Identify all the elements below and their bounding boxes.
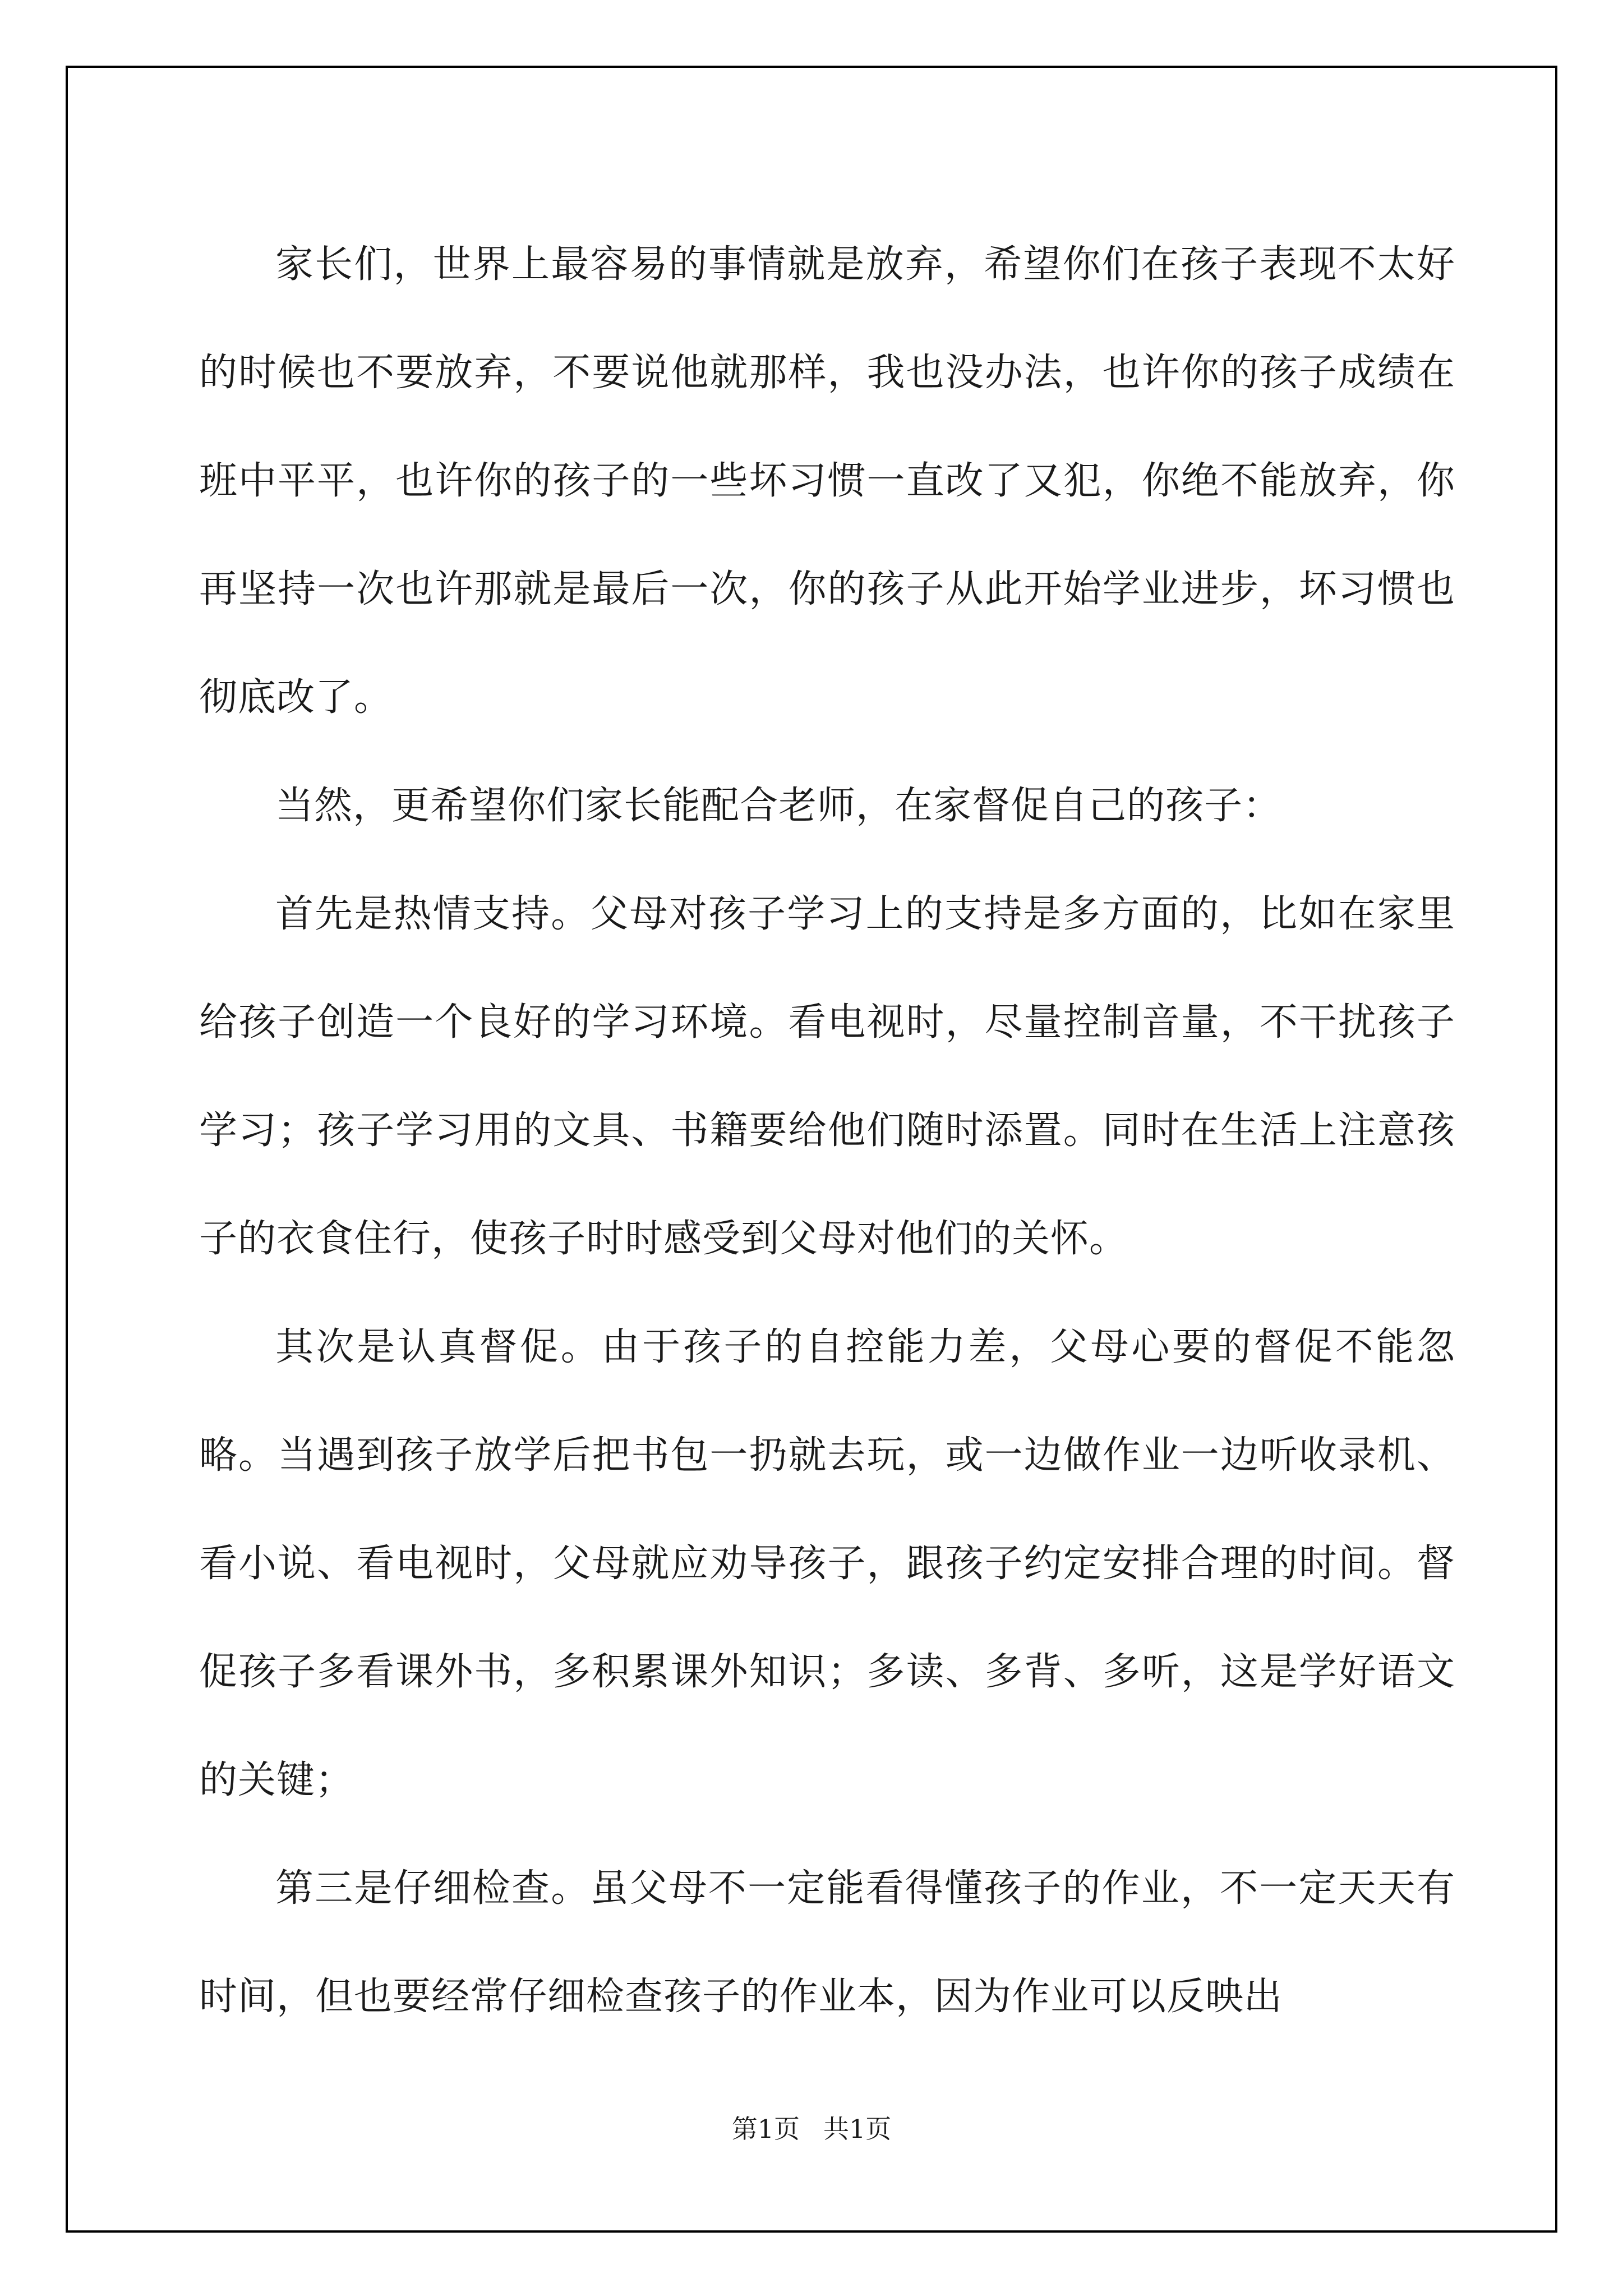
- paragraph: 第三是仔细检查。虽父母不一定能看得懂孩子的作业，不一定天天有时间，但也要经常仔细检查孩子的作业本，因为作业可以反映出: [199, 1866, 1455, 2019]
- paragraph: 家长们，世界上最容易的事情就是放弃，希望你们在孩子表现不太好的时候也不要放弃，不要说他就那样，我也没办法，也许你的孩子成绩在班中平平，也许你的孩子的一些坏习惯一直改了又犯，你绝不能放弃，你再坚持一次也许那就是最后一次，你的孩子从此开始学业进步，坏习惯也彻底改了。: [199, 242, 1455, 720]
- paragraph: 当然，更希望你们家长能配合老师，在家督促自己的孩子：: [275, 784, 1282, 828]
- paragraph: 其次是认真督促。由于孩子的自控能力差，父母心要的督促不能忽略。当遇到孩子放学后把书包一扔就去玩，或一边做作业一边听收录机、看小说、看电视时，父母就应劝导孩子，跟孩子约定安排合理的时间。督促孩子多看课外书，多积累课外知识；多读、多背、多听，这是学好语文的关键；: [199, 1325, 1455, 1802]
- document-body: [199, 210, 1455, 2051]
- paragraph: 首先是热情支持。父母对孩子学习上的支持是多方面的，比如在家里给孩子创造一个良好的学习环境。看电视时，尽量控制音量，不干扰孩子学习；孩子学习用的文具、书籍要给他们随时添置。同时在生活上注意孩子的衣食住行，使孩子时时感受到父母对他们的关怀。: [199, 892, 1455, 1261]
- page-footer: [0, 2112, 1623, 2146]
- page-number-total: 共1页: [823, 2114, 892, 2144]
- page-number-current: 第1页: [731, 2114, 800, 2144]
